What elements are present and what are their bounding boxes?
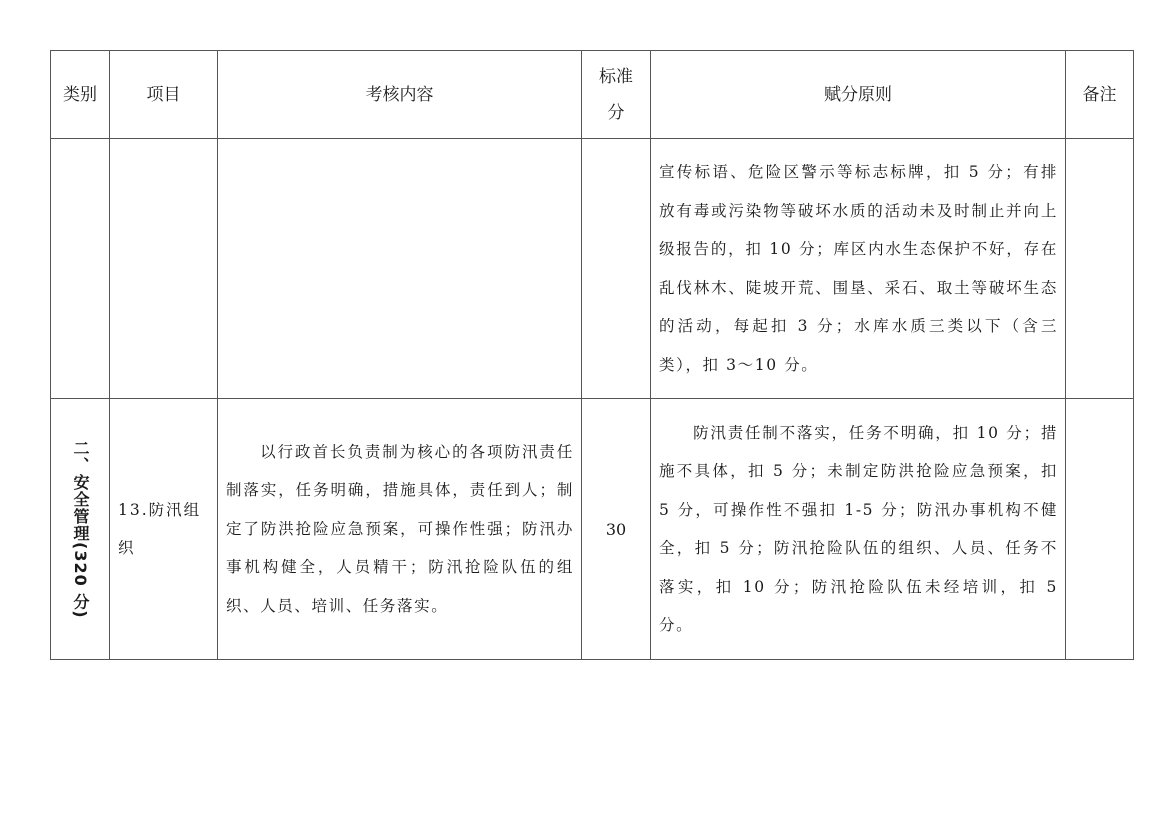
header-score-line2: 分 xyxy=(607,102,625,123)
header-content: 考核内容 xyxy=(218,51,582,139)
principle-text: 宣传标语、危险区警示等标志标牌，扣 5 分；有排放有毒或污染物等破坏水质的活动未及时制止并向上级报告的，扣 10 分；库区内水生态保护不好，存在乱伐林木、陡坡开荒、围垦、采石、取土等破坏生态的活动，每起扣 3 分；水库水质三类以下（含三类），扣 3～10 分。 xyxy=(659,163,1058,374)
header-principle: 赋分原则 xyxy=(651,51,1066,139)
assessment-table xyxy=(50,50,1134,660)
category-label: 二、安全管理(320 分) xyxy=(71,439,90,619)
item-label: 13.防汛组织 xyxy=(118,501,202,557)
cell-category xyxy=(51,399,110,660)
content-text: 以行政首长负责制为核心的各项防汛责任制落实，任务明确，措施具体，责任到人；制定了防洪抢险应急预案，可操作性强；防汛办事机构健全，人员精干；防汛抢险队伍的组织、人员、培训、任务落实。 xyxy=(226,442,574,615)
header-item: 项目 xyxy=(110,51,218,139)
header-remarks: 备注 xyxy=(1066,51,1134,139)
cell-content xyxy=(218,399,582,660)
cell-score xyxy=(582,139,651,399)
cell-item xyxy=(110,139,218,399)
table-row xyxy=(51,399,1134,660)
header-category: 类别 xyxy=(51,51,110,139)
header-score xyxy=(582,51,651,139)
cell-remarks xyxy=(1066,399,1134,660)
table-row xyxy=(51,139,1134,399)
cell-remarks xyxy=(1066,139,1134,399)
cell-principle xyxy=(651,399,1066,660)
cell-principle xyxy=(651,139,1066,399)
cell-item xyxy=(110,399,218,660)
cell-category xyxy=(51,139,110,399)
principle-text: 防汛责任制不落实，任务不明确，扣 10 分；措施不具体，扣 5 分；未制定防洪抢险应急预案，扣 5 分，可操作性不强扣 1-5 分；防汛办事机构不健全，扣 5 分；防汛抢险队伍的组织、人员、任务不落实，扣 10 分；防汛抢险队伍未经培训，扣 5 分。 xyxy=(659,423,1058,634)
table-header-row xyxy=(51,51,1134,139)
cell-score: 30 xyxy=(582,399,651,660)
header-score-line1: 标准 xyxy=(598,66,633,87)
cell-content xyxy=(218,139,582,399)
